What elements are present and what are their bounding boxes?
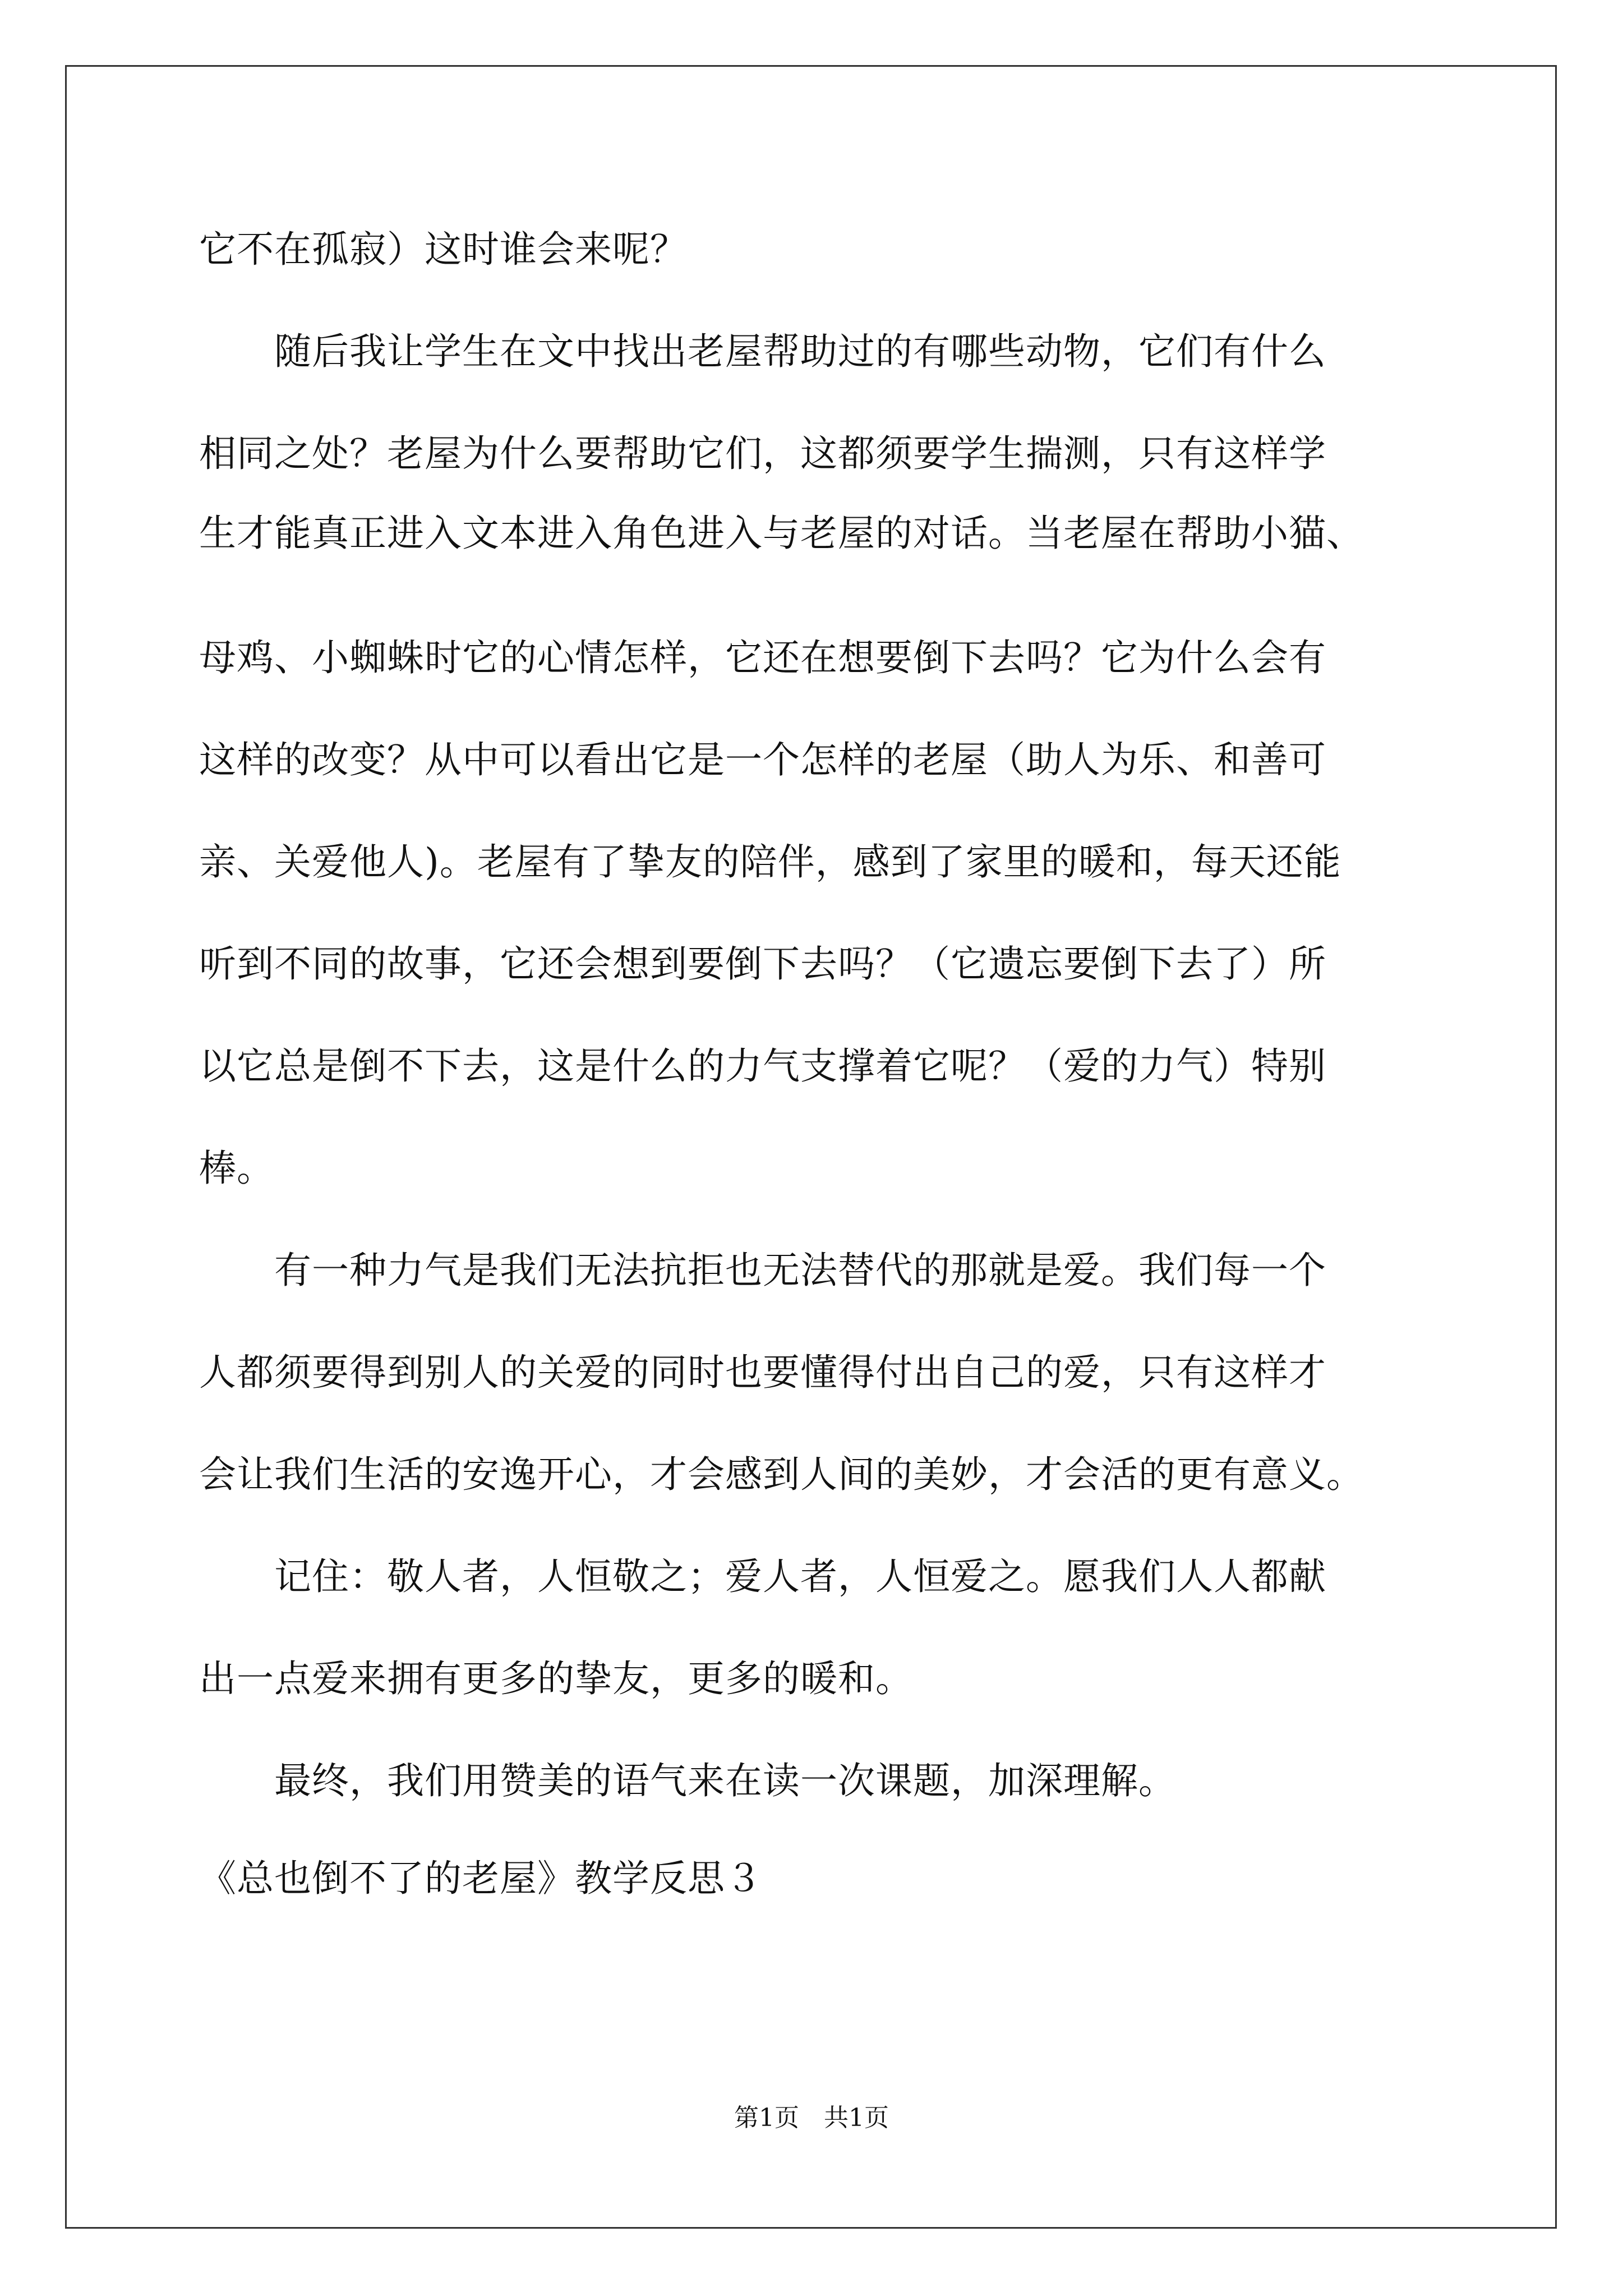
text-line-2: 随后我让学生在文中找出老屋帮助过的有哪些动物，它们有什么 bbox=[199, 330, 1326, 373]
text-line-15: 出一点爱来拥有更多的挚友，更多的暖和。 bbox=[199, 1657, 913, 1700]
text-line-8: 听到不同的故事，它还会想到要倒下去吗？（它遗忘要倒下去了）所 bbox=[199, 942, 1326, 986]
text-line-7: 亲、关爱他人)。老屋有了挚友的陪伴，感到了家里的暖和，每天还能 bbox=[199, 840, 1341, 884]
section-heading: 《总也倒不了的老屋》教学反思３ bbox=[199, 1857, 763, 1900]
text-line-9: 以它总是倒不下去，这是什么的力气支撑着它呢？（爱的力气）特别 bbox=[199, 1045, 1326, 1088]
text-line-1: 它不在孤寂）这时谁会来呢？ bbox=[199, 228, 688, 271]
page-footer: 第1页 共1页 bbox=[734, 2104, 889, 2132]
text-line-13: 会让我们生活的安逸开心，才会感到人间的美妙，才会活的更有意义。 bbox=[199, 1453, 1364, 1496]
text-line-5: 母鸡、小蜘蛛时它的心情怎样，它还在想要倒下去吗？它为什么会有 bbox=[199, 636, 1326, 679]
text-line-10: 棒。 bbox=[199, 1147, 274, 1190]
text-line-3: 相同之处？老屋为什么要帮助它们，这都须要学生揣测，只有这样学 bbox=[199, 432, 1326, 475]
text-line-14: 记住：敬人者，人恒敬之；爱人者，人恒爱之。愿我们人人都献 bbox=[199, 1555, 1326, 1598]
text-line-16: 最终，我们用赞美的语气来在读一次课题，加深理解。 bbox=[199, 1759, 1176, 1802]
text-line-6: 这样的改变？从中可以看出它是一个怎样的老屋（助人为乐、和善可 bbox=[199, 738, 1326, 781]
text-line-4: 生才能真正进入文本进入角色进入与老屋的对话。当老屋在帮助小猫、 bbox=[199, 512, 1364, 555]
page-border bbox=[65, 65, 1557, 2229]
text-line-11: 有一种力气是我们无法抗拒也无法替代的那就是爱。我们每一个 bbox=[199, 1249, 1326, 1292]
text-line-12: 人都须要得到别人的关爱的同时也要懂得付出自己的爱，只有这样才 bbox=[199, 1351, 1326, 1394]
